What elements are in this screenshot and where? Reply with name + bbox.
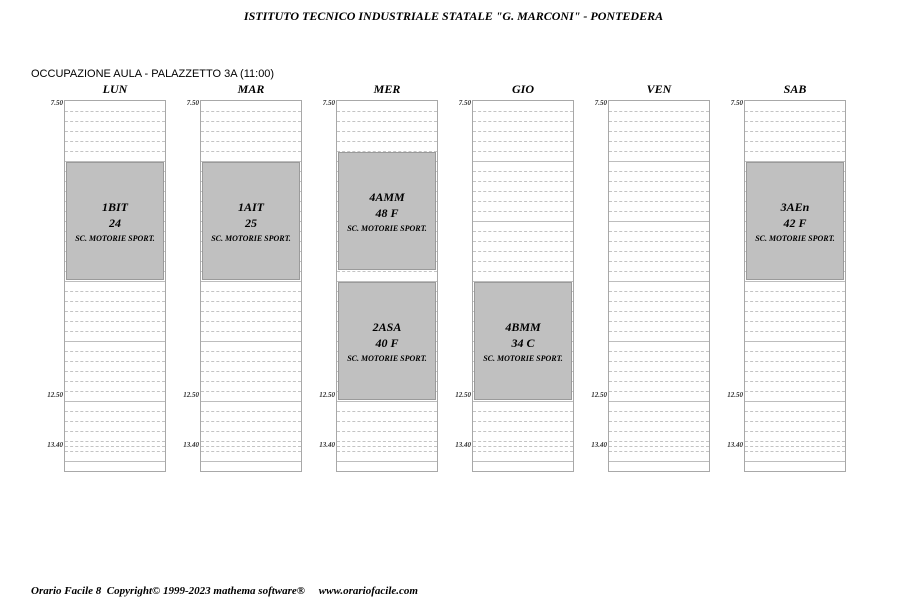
room-code: 34 C (511, 336, 535, 350)
grid-line (745, 431, 845, 432)
grid-line (65, 431, 165, 432)
time-label: 7.50 (730, 99, 743, 107)
grid-line (745, 451, 845, 452)
school-title: ISTITUTO TECNICO INDUSTRIALE STATALE "G. MARCONI" - PONTEDERA (243, 9, 664, 23)
grid-line (473, 411, 573, 412)
time-label: 13.40 (591, 441, 607, 449)
grid-line (745, 291, 845, 292)
grid-line (609, 321, 709, 322)
grid-line (609, 291, 709, 292)
grid-line (609, 121, 709, 122)
grid-line (745, 151, 845, 152)
time-label: 12.50 (319, 391, 335, 399)
time-label: 12.50 (47, 391, 63, 399)
period-separator (65, 401, 165, 402)
room-code: 25 (245, 216, 257, 230)
time-label: 7.50 (458, 99, 471, 107)
grid-line (337, 271, 437, 272)
period-separator (473, 461, 573, 462)
class-code: 1BIT (101, 200, 128, 214)
grid-line (609, 171, 709, 172)
grid-line (473, 431, 573, 432)
grid-line (65, 141, 165, 142)
grid-line (65, 411, 165, 412)
period-separator (609, 401, 709, 402)
period-separator (473, 221, 573, 222)
grid-line (337, 141, 437, 142)
grid-line (609, 421, 709, 422)
grid-line (337, 421, 437, 422)
day-header: MAR (237, 82, 265, 96)
grid-line (65, 131, 165, 132)
grid-line (65, 331, 165, 332)
grid-line (609, 331, 709, 332)
copyright-footer: Orario Facile 8 Copyright© 1999-2023 mathema software® www.orariofacile.com (31, 585, 418, 597)
class-code: 4AMM (369, 190, 405, 204)
grid-line (609, 446, 709, 447)
grid-line (745, 141, 845, 142)
time-label: 7.50 (322, 99, 335, 107)
grid-line (745, 311, 845, 312)
time-label: 13.40 (183, 441, 199, 449)
grid-line (473, 441, 573, 442)
grid-line (609, 441, 709, 442)
grid-line (201, 291, 301, 292)
period-separator (337, 401, 437, 402)
grid-line (201, 431, 301, 432)
grid-line (745, 391, 845, 392)
period-separator (201, 461, 301, 462)
period-separator (745, 461, 845, 462)
grid-line (65, 121, 165, 122)
grid-line (201, 121, 301, 122)
grid-line (201, 111, 301, 112)
grid-line (473, 151, 573, 152)
time-label: 7.50 (186, 99, 199, 107)
grid-line (745, 351, 845, 352)
grid-line (473, 201, 573, 202)
period-separator (745, 401, 845, 402)
class-code: 4BMM (505, 320, 541, 334)
grid-line (201, 131, 301, 132)
subject-name: SC. MOTORIE SPORT. (483, 354, 563, 363)
time-label: 12.50 (727, 391, 743, 399)
grid-line (609, 411, 709, 412)
time-label: 13.40 (319, 441, 335, 449)
grid-line (65, 291, 165, 292)
period-separator (609, 281, 709, 282)
grid-line (337, 441, 437, 442)
grid-line (609, 391, 709, 392)
grid-line (473, 131, 573, 132)
grid-line (337, 446, 437, 447)
grid-line (473, 241, 573, 242)
subject-name: SC. MOTORIE SPORT. (211, 234, 291, 243)
grid-line (609, 201, 709, 202)
period-separator (473, 401, 573, 402)
grid-line (609, 231, 709, 232)
time-label: 13.40 (47, 441, 63, 449)
period-separator (201, 341, 301, 342)
day-timetable (727, 99, 846, 472)
day-header: GIO (511, 82, 534, 96)
period-separator (473, 161, 573, 162)
grid-line (745, 331, 845, 332)
day-timetable (455, 99, 574, 472)
grid-line (65, 371, 165, 372)
grid-line (337, 111, 437, 112)
grid-line (473, 141, 573, 142)
grid-line (745, 321, 845, 322)
period-separator (65, 341, 165, 342)
grid-line (473, 181, 573, 182)
period-separator (201, 281, 301, 282)
grid-line (609, 371, 709, 372)
grid-line (201, 446, 301, 447)
grid-line (473, 231, 573, 232)
grid-line (65, 446, 165, 447)
day-timetable (47, 99, 166, 472)
grid-line (201, 421, 301, 422)
grid-line (201, 311, 301, 312)
grid-line (201, 451, 301, 452)
grid-line (201, 351, 301, 352)
grid-line (201, 371, 301, 372)
lesson-block[interactable] (338, 152, 436, 270)
grid-line (745, 381, 845, 382)
period-separator (745, 341, 845, 342)
grid-line (609, 301, 709, 302)
period-separator (65, 281, 165, 282)
class-code: 3AEn (780, 200, 810, 214)
day-timetable (183, 99, 302, 472)
grid-line (609, 311, 709, 312)
grid-line (201, 361, 301, 362)
grid-line (745, 121, 845, 122)
grid-line (337, 411, 437, 412)
grid-line (65, 151, 165, 152)
grid-line (65, 301, 165, 302)
grid-line (65, 441, 165, 442)
day-timetable (591, 99, 710, 472)
grid-line (65, 361, 165, 362)
grid-line (201, 331, 301, 332)
grid-line (473, 261, 573, 262)
grid-line (609, 451, 709, 452)
subject-name: SC. MOTORIE SPORT. (347, 354, 427, 363)
room-code: 42 F (783, 216, 807, 230)
day-timetable (319, 99, 438, 472)
grid-line (65, 321, 165, 322)
grid-line (745, 441, 845, 442)
time-label: 13.40 (727, 441, 743, 449)
time-label: 7.50 (594, 99, 607, 107)
grid-line (609, 191, 709, 192)
lesson-block[interactable] (66, 162, 164, 280)
grid-line (745, 111, 845, 112)
grid-line (337, 131, 437, 132)
period-separator (65, 461, 165, 462)
grid-line (201, 381, 301, 382)
grid-line (609, 251, 709, 252)
grid-line (745, 411, 845, 412)
grid-line (473, 111, 573, 112)
period-separator (745, 281, 845, 282)
lesson-block[interactable] (474, 282, 572, 400)
grid-line (65, 451, 165, 452)
time-label: 12.50 (591, 391, 607, 399)
grid-line (609, 351, 709, 352)
subject-name: SC. MOTORIE SPORT. (347, 224, 427, 233)
grid-line (745, 371, 845, 372)
grid-line (609, 271, 709, 272)
time-label: 7.50 (50, 99, 63, 107)
grid-line (609, 241, 709, 242)
grid-line (609, 211, 709, 212)
grid-line (65, 111, 165, 112)
time-label: 12.50 (183, 391, 199, 399)
period-separator (609, 161, 709, 162)
grid-line (473, 421, 573, 422)
period-separator (609, 461, 709, 462)
grid-line (745, 361, 845, 362)
grid-line (65, 391, 165, 392)
grid-line (473, 121, 573, 122)
grid-line (609, 131, 709, 132)
class-code: 1AIT (237, 200, 264, 214)
grid-line (745, 421, 845, 422)
grid-line (473, 191, 573, 192)
grid-line (65, 311, 165, 312)
grid-line (745, 131, 845, 132)
grid-line (65, 381, 165, 382)
grid-line (201, 321, 301, 322)
subject-name: SC. MOTORIE SPORT. (755, 234, 835, 243)
lesson-block[interactable] (338, 282, 436, 400)
grid-line (337, 431, 437, 432)
room-occupancy-subtitle: OCCUPAZIONE AULA - PALAZZETTO 3A (11:00) (31, 68, 275, 80)
grid-line (473, 211, 573, 212)
day-header: SAB (783, 82, 807, 96)
grid-line (609, 381, 709, 382)
grid-line (609, 181, 709, 182)
time-label: 13.40 (455, 441, 471, 449)
grid-line (473, 271, 573, 272)
day-header: VEN (646, 82, 672, 96)
grid-line (201, 411, 301, 412)
period-separator (609, 341, 709, 342)
grid-line (65, 351, 165, 352)
time-label: 12.50 (455, 391, 471, 399)
grid-line (201, 151, 301, 152)
grid-line (609, 141, 709, 142)
period-separator (201, 401, 301, 402)
subject-name: SC. MOTORIE SPORT. (75, 234, 155, 243)
grid-line (609, 361, 709, 362)
grid-line (609, 151, 709, 152)
grid-line (609, 261, 709, 262)
lesson-block[interactable] (202, 162, 300, 280)
grid-line (201, 391, 301, 392)
grid-line (473, 446, 573, 447)
period-separator (337, 461, 437, 462)
period-separator (609, 221, 709, 222)
room-code: 48 F (375, 206, 399, 220)
grid-line (745, 446, 845, 447)
day-header: LUN (102, 82, 128, 96)
grid-line (65, 421, 165, 422)
grid-line (201, 441, 301, 442)
grid-line (337, 121, 437, 122)
lesson-block[interactable] (746, 162, 844, 280)
grid-line (609, 111, 709, 112)
grid-line (337, 451, 437, 452)
grid-line (609, 431, 709, 432)
grid-line (473, 171, 573, 172)
grid-line (473, 451, 573, 452)
grid-line (201, 301, 301, 302)
room-code: 40 F (375, 336, 399, 350)
grid-line (745, 301, 845, 302)
class-code: 2ASA (372, 320, 402, 334)
grid-line (201, 141, 301, 142)
room-code: 24 (109, 216, 121, 230)
grid-line (473, 251, 573, 252)
day-header: MER (373, 82, 401, 96)
